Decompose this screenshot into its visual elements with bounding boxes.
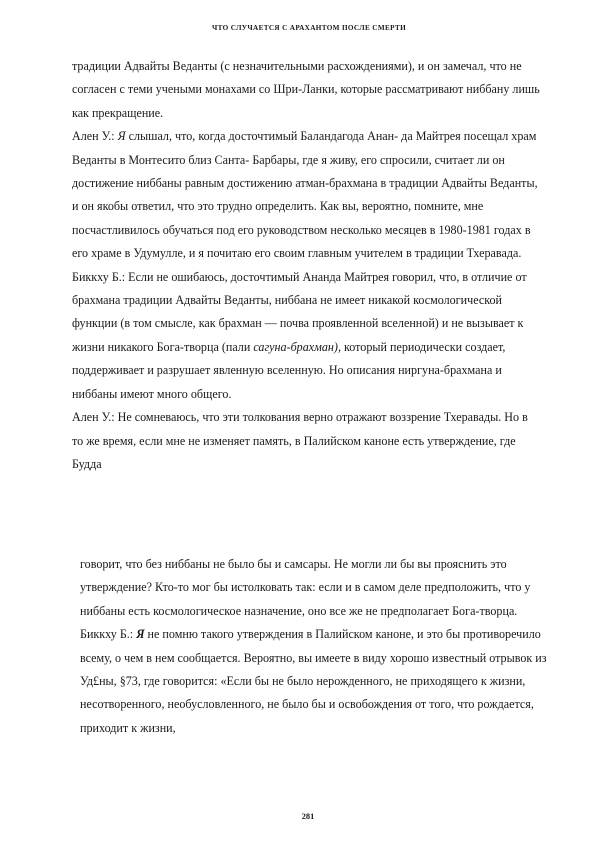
text-run: не помню такого утверждения в Палийском каноне, и это бы противоречило всему, о чем в нем сообщается. Вероятно, вы имеете в виду хорошо известный отрывок из Уд£ны, §73, где говорится: «Если бы не было нерожденного, не приходящего к жизни, несотворенного, необусловленного, не было бы и освобождения от того, что рождается, приходит к жизни, bbox=[80, 627, 547, 735]
text-run: Биккху Б.: bbox=[80, 627, 137, 642]
body-text-lower bbox=[80, 553, 548, 740]
text-run-italic: Я bbox=[117, 129, 126, 144]
text-run: Биккху Б.: Если не ошибаюсь, досточтимый Ананда Майтрея говорил, что, в отличие от брахмана традиции Адвайты Веданты, ниббана не имеет никакой космологической функции (в том смысле, как брахман — почва проявленной вселенной) и не вызывает к жизни никакого Бога-творца (пали bbox=[72, 269, 527, 354]
para-bhikkhu-1 bbox=[72, 266, 540, 406]
page-number: 281 bbox=[301, 812, 315, 821]
text-run: который периодически создает, поддерживает и разрушает явленную вселенную. Но описания ниргуна-брахмана и ниббаны имеют много общего. bbox=[72, 339, 506, 401]
text-run-italic: сагуна-брахман), bbox=[253, 339, 341, 354]
para-bhikkhu-2 bbox=[80, 623, 548, 740]
para-continuation bbox=[72, 55, 540, 125]
text-run: традиции Адвайты Веданты (с незначительными расхождениями), и он замечал, что не согласен с теми учеными монахами со Шри-Ланки, которые рассматривают ниббану лишь как прекращение. bbox=[72, 59, 540, 120]
text-run: слышал, что, когда досточтимый Баландагода Анан- да Майтрея посещал храм Веданты в Монтесито близ Санта- Барбары, где я живу, его спросили, считает ли он достижение ниббаны равным достижению атман-брахмана в традиции Адвайты Веданты, и он якобы ответил, что это трудно определить. Как вы, вероятно, помните, мне посчастливилось обучаться под его руководством несколько месяцев в 1980-1981 годах в его храме в Удумулле, и я почитаю его своим главным учителем в традиции Тхеравада. bbox=[72, 129, 538, 261]
running-head: ЧТО СЛУЧАЕТСЯ С АРАХАНТОМ ПОСЛЕ СМЕРТИ bbox=[211, 24, 407, 32]
text-run: Ален У.: Не сомневаюсь, что эти толкования верно отражают воззрение Тхеравады. Но в то же время, если мне не изменяет память, в Палийском каноне есть утверждение, где Будда bbox=[72, 410, 528, 471]
text-run: говорит, что без ниббаны не было бы и самсары. Не могли ли бы вы прояснить это утверждение? Кто-то мог бы истолковать так: если и в самом деле предположить, что у ниббаны есть космологическое назначение, оно все же не предполагает Бога-творца. bbox=[80, 557, 531, 618]
text-run-bold-italic: Я bbox=[136, 627, 145, 642]
para-alan-2-cont bbox=[80, 553, 548, 623]
para-alan-2 bbox=[72, 406, 540, 476]
text-run: Ален У.: bbox=[72, 129, 118, 144]
para-alan-1 bbox=[72, 125, 540, 265]
body-text-upper bbox=[72, 55, 540, 476]
